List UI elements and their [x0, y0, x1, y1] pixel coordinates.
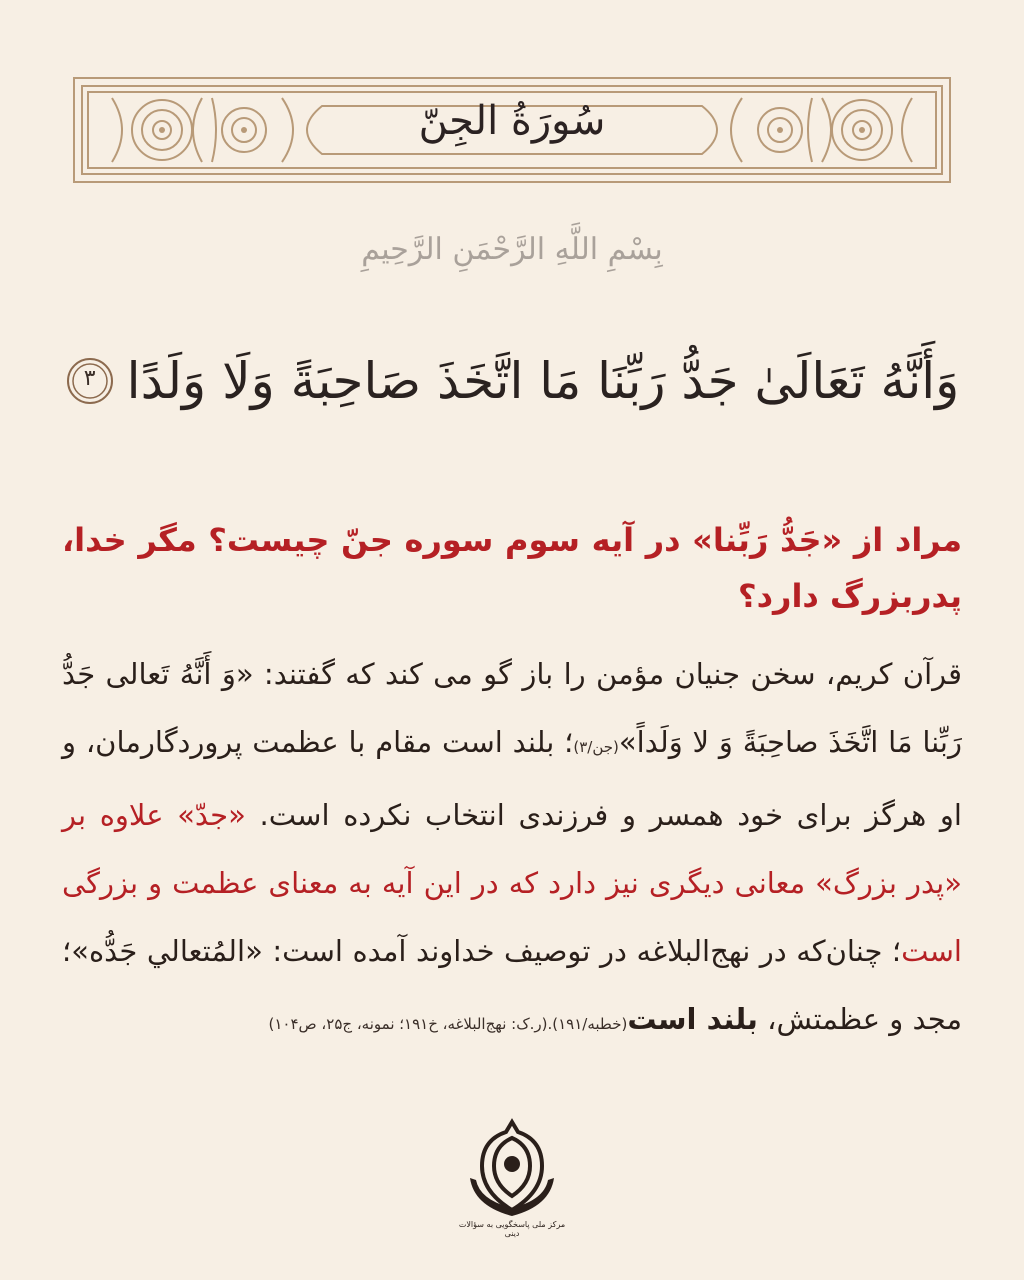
reference-verse: (جن/۳) [573, 738, 619, 756]
verse-text: وَأَنَّهُ تَعَالَىٰ جَدُّ رَبِّنَا مَا اتَّخَذَ صَاحِبَةً وَلَا وَلَدًا [126, 352, 960, 410]
reference-sources: .(ر.ک: نهج‌البلاغه، خ۱۹۱؛ نمونه، ج۲۵، ص۱۰۴) [268, 1015, 553, 1033]
answer-text-intro: قرآن کریم، سخن جنیان مؤمن را باز گو می کند که گفتند: «وَ أَنَّهُ تَعالی جَدُّ رَبِّنا مَا اتَّخَذَ صاحِبَةً وَ لا وَلَداً» [62, 657, 962, 759]
answer-highlight: «جدّ» علاوه بر «پدر بزرگ» معانی دیگری نیز دارد که در این آیه به معنای عظمت و بزرگی است [62, 798, 962, 968]
logo-caption: مرکز ملی پاسخگویی به سؤالات دینی [458, 1220, 566, 1238]
ayah-marker-icon [65, 356, 115, 406]
ayah-number: ۳ [83, 366, 96, 391]
question-heading: مراد از «جَدُّ رَبِّنا» در آیه سوم سوره جنّ چیست؟ مگر خدا، پدربزرگ دارد؟ [62, 521, 962, 615]
answer-body [62, 640, 962, 1058]
answer-text-nahj: ؛ چنان‌که در نهج‌البلاغه در توصیف خداوند آمده است: «المُتعالي جَدُّه»؛ مجد و عظمتش، [62, 934, 962, 1036]
surah-title: سُورَةُ الجِنّ [418, 98, 606, 144]
answer-text-end: بلند است [627, 1002, 758, 1036]
reference-sermon: (خطبه/۱۹۱) [552, 1015, 628, 1033]
basmala: بِسْمِ اللَّهِ الرَّحْمَنِ الرَّحِيمِ [361, 232, 663, 267]
logo-emblem-icon [460, 1118, 564, 1218]
verse-line [0, 352, 1024, 410]
surah-header-frame [72, 76, 952, 184]
answer-text-translation: ؛ بلند است مقام با عظمت پروردگارمان، و او هرگز برای خود همسر و فرزندی انتخاب نکرده است. [62, 725, 962, 832]
